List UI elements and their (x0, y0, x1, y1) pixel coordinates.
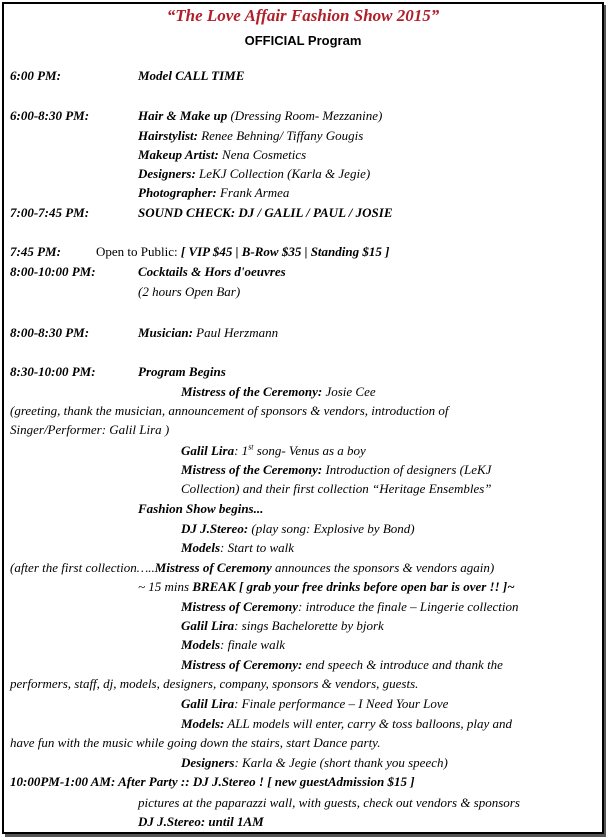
models-3-label: Models: (181, 716, 225, 731)
after-party-dj-text: until 1AM (205, 814, 264, 829)
program-subtitle: OFFICIAL Program (244, 33, 362, 48)
designers-name: LeKJ Collection (Karla & Jegie) (195, 166, 371, 181)
models-finale-line (181, 637, 285, 653)
time-open: 7:45 PM: (10, 244, 61, 259)
hair-label: Hair & Make up (138, 108, 228, 123)
program-begins: Program Begins (138, 364, 226, 379)
models-walk-line (181, 540, 294, 556)
mc-end-text: end speech & introduce and thank the (302, 657, 503, 672)
break-b: BREAK (192, 579, 236, 594)
time-call: 6:00 PM: (10, 68, 61, 83)
hairstylist-label: Hairstylist: (138, 128, 198, 143)
galil-label: Galil Lira (181, 443, 235, 458)
time-hair: 6:00-8:30 PM: (10, 108, 90, 123)
models-all-line (181, 716, 512, 732)
models-label: Models (181, 540, 220, 555)
open-line (96, 244, 389, 260)
time-program: 8:30-10:00 PM: (10, 364, 96, 379)
hair-note: (Dressing Room- Mezzanine) (227, 108, 383, 123)
mc-label: Mistress of the Ceremony: (181, 384, 323, 399)
galil-finale-line (181, 696, 448, 712)
time-cocktails: 8:00-10:00 PM: (10, 264, 96, 279)
models-2-label: Models (181, 637, 220, 652)
after-party-dj-label: DJ J.Stereo: (138, 814, 206, 829)
mc-designers-label: Mistress of the Ceremony: (181, 462, 323, 477)
makeup-name: Nena Cosmetics (218, 147, 307, 162)
galil-3-text: : Finale performance – I Need Your Love (234, 696, 449, 711)
mc-intro-line (181, 384, 376, 400)
hairstylist-names: Renee Behning/ Tiffany Gougis (197, 128, 364, 143)
mc-finale-line (181, 599, 518, 615)
after-party-line: 10:00PM-1:00 AM: After Party :: DJ J.Stereo ! [ new guestAdmission $15 ] (10, 774, 415, 789)
mc-end-speech-line (181, 657, 503, 673)
photographer-label: Photographer: (138, 185, 217, 200)
mc-end-label: Mistress of Ceremony: (181, 657, 303, 672)
models-all-text-2: have fun with the music while going down the stairs, start Dance party. (10, 735, 381, 750)
designers-speech-label: Designers (181, 755, 235, 770)
designers-speech-text: : Karla & Jegie (short thank you speech) (234, 755, 448, 770)
after-party-dj (138, 814, 264, 830)
photographer-line (138, 185, 289, 201)
galil-bachelorette-line (181, 618, 384, 634)
mc-finale-text: : introduce the finale – Lingerie collection (298, 599, 519, 614)
time-sound: 7:00-7:45 PM: (10, 205, 90, 220)
hairstylist-line (138, 128, 363, 144)
photographer-name: Frank Armea (216, 185, 290, 200)
call-time-text: Model CALL TIME (138, 68, 245, 83)
fashion-show-begins: Fashion Show begins... (138, 501, 264, 516)
hair-line (138, 108, 382, 124)
mc-description-1: (greeting, thank the musician, announcement of sponsors & vendors, introduction of (10, 403, 449, 418)
models-3-text: ALL models will enter, carry & toss balloons, play and (224, 716, 513, 731)
musician-name: Paul Herzmann (192, 325, 279, 340)
galil-song-sup: st (248, 442, 254, 452)
open-label: Open to Public: (96, 244, 178, 259)
dj-line (181, 521, 415, 537)
galil-2-text: : sings Bachelorette by bjork (234, 618, 384, 633)
mc-name: Josie Cee (322, 384, 376, 399)
dj-text: (play song: Explosive by Bond) (248, 521, 415, 536)
after-first-collection (10, 560, 494, 576)
dj-label: DJ J.Stereo: (181, 521, 249, 536)
designers-line (138, 166, 370, 182)
galil-3-label: Galil Lira (181, 696, 235, 711)
galil-2-label: Galil Lira (181, 618, 235, 633)
musician-label: Musician: (138, 325, 193, 340)
cocktails-text: Cocktails & Hors d'oeuvres (138, 264, 286, 279)
time-musician: 8:00-8:30 PM: (10, 325, 90, 340)
makeup-label: Makeup Artist: (138, 147, 219, 162)
break-c: [ grab your free drinks before open bar is over !! ]~ (235, 579, 515, 594)
designers-label: Designers: (138, 166, 196, 181)
open-prices: [ VIP $45 | B-Row $35 | Standing $15 ] (177, 244, 390, 259)
after-text-b: Mistress of Ceremony (154, 560, 272, 575)
mc-designers-text: Introduction of designers (LeKJ (322, 462, 492, 477)
after-text-c: announces the sponsors & vendors again) (271, 560, 495, 575)
mc-finale-label: Mistress of Ceremony (181, 599, 298, 614)
after-party-sub: pictures at the paparazzi wall, with guests, check out vendors & sponsors (138, 795, 520, 810)
sound-check-text: SOUND CHECK: DJ / GALIL / PAUL / JOSIE (138, 205, 393, 220)
program-title: “The Love Affair Fashion Show 2015” (166, 6, 440, 25)
musician-line (138, 325, 278, 341)
models-text: : Start to walk (220, 540, 295, 555)
models-2-text: : finale walk (220, 637, 285, 652)
break-line (138, 579, 515, 595)
mc-description-2: Singer/Performer: Galil Lira ) (10, 422, 170, 437)
mc-designers-text-2: Collection) and their first collection “Heritage Ensembles” (181, 481, 492, 496)
galil-first-song (181, 443, 366, 459)
designers-speech-line (181, 755, 448, 771)
open-bar-text: (2 hours Open Bar) (138, 284, 241, 299)
galil-song-a: : 1 (234, 443, 249, 458)
mc-designers-line (181, 462, 491, 478)
mc-end-text-2: performers, staff, dj, models, designers, company, sponsors & vendors, guests. (10, 676, 419, 691)
galil-song-b: song- Venus as a boy (253, 443, 366, 458)
break-a: ~ 15 mins (138, 579, 193, 594)
makeup-line (138, 147, 306, 163)
after-text-a: (after the first collection….. (10, 560, 155, 575)
